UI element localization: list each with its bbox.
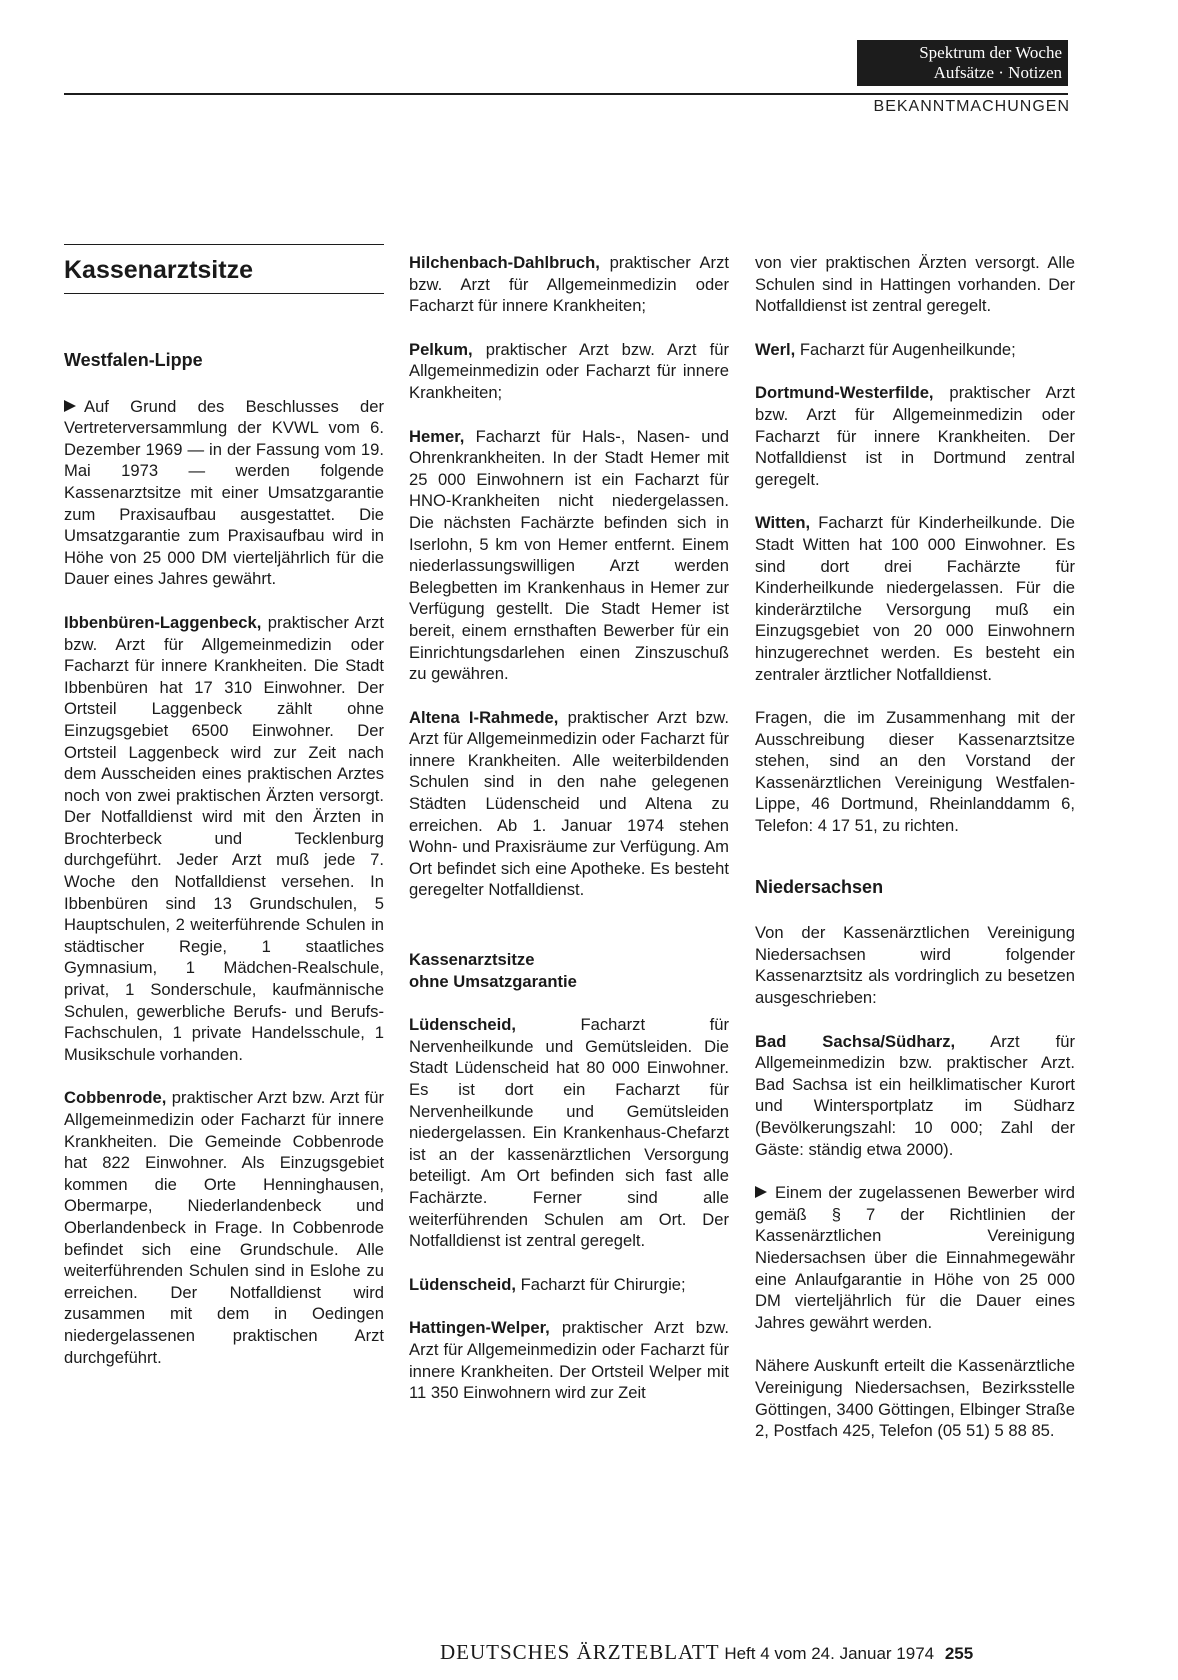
badge-line2: Aufsätze · Notizen: [933, 63, 1062, 82]
header-badge: [857, 40, 1068, 86]
triangle-bullet-icon: [755, 1186, 767, 1198]
listing-cobbenrode: Cobbenrode, praktischer Arzt bzw. Arzt für Allgemeinmedizin oder Facharzt für innere Krankheiten. Die Gemeinde Cobbenrode hat 822 Einwohner. Als Einzugsgebiet kommen die Orte Henninghausen, Obermarpe, Niederlandenbeck und Oberlandenbeck in Frage. In Cobbenrode befindet sich eine Grundschule. Alle weiterführenden Schulen sind in Eslohe zu erreichen. Der Notfalldienst wird zusammen mit dem in Oedingen niedergelassenen praktischen Arzt durchgeführt.: [64, 1088, 384, 1367]
listing-name: Witten,: [755, 513, 811, 533]
page-number: 255: [944, 1644, 974, 1663]
listing-dortmund: Dortmund-Westerfilde, praktischer Arzt bzw. Arzt für Allgemeinmedizin oder Facharzt für innere Krankheiten. Der Notfalldienst ist in Dortmund zentral geregelt.: [755, 383, 1075, 489]
column-1: [64, 252, 384, 1390]
title-rule-top: [64, 244, 384, 245]
title-rule-bottom: [64, 293, 384, 294]
listing-hattingen: Hattingen-Welper, praktischer Arzt bzw. Arzt für Allgemeinmedizin oder Facharzt für innere Krankheiten. Der Ortsteil Welper mit 11 350 Einwohnern wird zur Zeit: [409, 1318, 729, 1403]
column-2: [409, 252, 729, 1426]
badge-line1: Spektrum der Woche: [919, 43, 1062, 62]
listing-name: Pelkum,: [409, 339, 473, 359]
section-label: BEKANNTMACHUNGEN: [873, 98, 1070, 115]
listing-name: Cobbenrode,: [64, 1088, 167, 1108]
listing-bad-sachsa: Bad Sachsa/Südharz, Arzt für Allgemeinmedizin bzw. praktischer Arzt. Bad Sachsa ist ein heilklimatischer Kurort und Wintersportplatz im Südharz (Bevölkerungszahl: 10 000; Zahl der Gäste: ständig etwa 2000).: [755, 1031, 1075, 1159]
listing-name: Bad Sachsa/Südharz,: [755, 1031, 956, 1051]
continuation-paragraph: von vier praktischen Ärzten versorgt. Alle Schulen sind in Hattingen vorhanden. Der Notfalldienst ist zentral geregelt.: [755, 253, 1075, 316]
listing-luedenscheid-nerven: Lüdenscheid, Facharzt für Nervenheilkunde und Gemütsleiden. Die Stadt Lüdenscheid hat 80 000 Einwohner. Es ist dort ein Facharzt für Nervenheilkunde und Gemütsleiden niedergelassen. Ein Krankenhaus-Chefarzt ist an der kassenärztlichen Versorgung beteiligt. Am Ort befinden sich fast alle Fachärzte. Ferner sind alle weiterführenden Schulen am Ort. Der Notfalldienst ist zentral geregelt.: [409, 1015, 729, 1251]
listing-luedenscheid-chirurgie: Lüdenscheid, Facharzt für Chirurgie;: [409, 1274, 686, 1294]
top-rule: [64, 93, 1068, 95]
listing-witten: Witten, Facharzt für Kinderheilkunde. Die Stadt Witten hat 100 000 Einwohner. Es sind dort drei Fachärzte für Kinderheilkunde niedergelassen. Für die kinderärztilche Versorgung muß ein Einzugsgebiet von 20 000 Einwohnern hinzugerechnet werden. Es besteht ein zentraler ärztlicher Notfalldienst.: [755, 513, 1075, 684]
listing-hemer: Hemer, Facharzt für Hals-, Nasen- und Ohrenkrankheiten. In der Stadt Hemer mit 25 000 Einwohnern ist ein Facharzt für HNO-Krankheiten nicht niedergelassen. Die nächsten Fachärzte befinden sich in Iserlohn, 5 km von Hemer entfernt. Einem niederlassungswilligen Arzt werden Belegbetten im Krankenhaus in Hemer zur Verfügung gestellt. Die Stadt Hemer ist bereit, einem ernsthaften Bewerber für ein Einrichtungsdarlehen einen Zinszuschuß zu gewähren.: [409, 426, 729, 684]
listing-ibbenbueren: Ibbenbüren-Laggenbeck, praktischer Arzt bzw. Arzt für Allgemeinmedizin oder Facharzt für innere Krankheiten. Die Stadt Ibbenbüren hat 17 310 Einwohner. Der Ortsteil Laggenbeck zählt ohne Einzugsgebiet 6500 Einwohner. Der Ortsteil Laggenbeck wird zur Zeit nach dem Ausscheiden eines praktischen Arztes noch von zwei praktischen Ärzten versorgt. Der Notfalldienst wird mit den Ärzten in Brochterbeck und Tecklenburg durchgeführt. Jeder Arzt muß jede 7. Woche den Notfalldienst versehen. In Ibbenbüren sind 13 Grundschulen, 5 Hauptschulen, 2 weiterführende Schulen in städtischer Regie, 1 staatliches Gymnasium, 1 Mädchen-Realschule, privat, 1 Sonderschule, kaufmännische Schulen, gewerbliche Berufs- und Berufs-Fachschulen, 1 private Handelsschule, 1 Musikschule vorhanden.: [64, 612, 384, 1064]
intro-paragraph: Auf Grund des Beschlusses der Vertreterversammlung der KVWL vom 6. Dezember 1969 — in der Fassung vom 19. Mai 1973 — werden folgende Kassenarztsitze mit einer Umsatzgarantie zum Praxisaufbau ausgestattet. Die Umsatzgarantie zum Praxisaufbau wird in Höhe von 25 000 DM vierteljährlich für die Dauer eines Jahres gewährt.: [64, 396, 384, 589]
issue-info: Heft 4 vom 24. Januar 1974: [724, 1644, 935, 1663]
page-title: Kassenarztsitze: [64, 256, 253, 284]
listing-werl: Werl, Facharzt für Augenheilkunde;: [755, 339, 1016, 359]
subheading-ohne-umsatzgarantie: Kassenarztsitze ohne Umsatzgarantie: [409, 950, 577, 991]
listing-hilchenbach: Hilchenbach-Dahlbruch, praktischer Arzt bzw. Arzt für Allgemeinmedizin oder Facharzt für innere Krankheiten;: [409, 253, 729, 316]
listing-name: Altena I-Rahmede,: [409, 707, 559, 727]
listing-pelkum: Pelkum, praktischer Arzt bzw. Arzt für Allgemeinmedizin oder Facharzt für innere Krankheiten;: [409, 339, 729, 402]
listing-name: Werl,: [755, 339, 796, 359]
title-block: [64, 244, 384, 294]
listing-name: Hemer,: [409, 426, 465, 446]
fragen-paragraph: Fragen, die im Zusammenhang mit der Ausschreibung dieser Kassenarztsitze stehen, sind an den Vorstand der Kassenärztlichen Vereinigung Westfalen-Lippe, 46 Dortmund, Rheinlanddamm 6, Telefon: 4 17 51, zu richten.: [755, 708, 1075, 836]
journal-name: DEUTSCHES ÄRZTEBLATT: [440, 1640, 720, 1664]
region-heading-westfalen: Westfalen-Lippe: [64, 350, 203, 370]
listing-altena: Altena I-Rahmede, praktischer Arzt bzw. Arzt für Allgemeinmedizin oder Facharzt für innere Krankheiten. Alle weiterbildenden Schulen sind in den nahe gelegenen Städten Lüdenscheid und Altena zu erreichen. Ab 1. Januar 1974 stehen Wohn- und Praxisräume zur Verfügung. Am Ort befindet sich eine Apotheke. Es besteht geregelter Notfalldienst.: [409, 707, 729, 900]
page-footer: [440, 1640, 1068, 1665]
listing-name: Lüdenscheid,: [409, 1015, 516, 1035]
niedersachsen-intro: Von der Kassenärztlichen Vereinigung Niedersachsen wird folgender Kassenarztsitz als vordringlich zu besetzen ausgeschrieben:: [755, 923, 1075, 1008]
listing-name: Hilchenbach-Dahlbruch,: [409, 253, 600, 272]
garantie-paragraph: Einem der zugelassenen Bewerber wird gemäß § 7 der Richtlinien der Kassenärztlichen Vereinigung Niedersachsen über die Einnahmegewähr eine Anlaufgarantie in Höhe von 25 000 DM vierteljährlich für die Dauer eines Jahres gewährt werden.: [755, 1183, 1075, 1332]
listing-name: Hattingen-Welper,: [409, 1318, 550, 1338]
listing-name: Lüdenscheid,: [409, 1274, 516, 1294]
listing-name: Ibbenbüren-Laggenbeck,: [64, 612, 262, 632]
auskunft-paragraph: Nähere Auskunft erteilt die Kassenärztliche Vereinigung Niedersachsen, Bezirksstelle Göttingen, 3400 Göttingen, Elbinger Straße 2, Postfach 425, Telefon (05 51) 5 88 85.: [755, 1356, 1075, 1441]
triangle-bullet-icon: [64, 400, 76, 412]
region-heading-niedersachsen: Niedersachsen: [755, 876, 884, 897]
column-3: [755, 252, 1075, 1464]
listing-name: Dortmund-Westerfilde,: [755, 383, 934, 403]
